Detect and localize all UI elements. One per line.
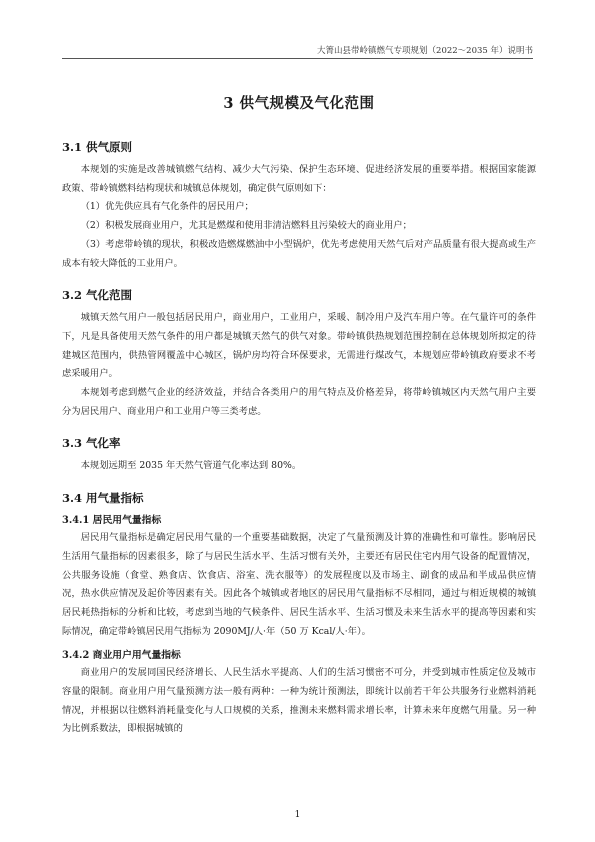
section-title: 3.3 气化率 — [62, 436, 121, 451]
list-item: （3）考虑带岭镇的现状，积极改造燃煤燃油中小型锅炉，优先考虑使用天然气后对产品质量有很大提高或生产成本有较大降低的工业用户。 — [62, 238, 536, 269]
section-title: 3.2 气化范围 — [62, 288, 133, 303]
paragraph: 城镇天然气用户一般包括居民用户，商业用户，工业用户，采暖、制冷用户及汽车用户等。在气量许可的条件下，凡是具备使用天然气条件的用户都是城镇天然气的供气对象。带岭镇供热规划范围控制在总体规划所拟定的待建城区范围内，供热管网覆盖中心城区，锅炉房均符合环保要求，无需进行煤改气，本规划应带岭镇政府要求不考虑采暖用户。 — [62, 312, 536, 380]
running-header: 大箐山县带岭镇燃气专项规划（2022～2035 年）说明书 — [317, 46, 533, 56]
page-number: 1 — [294, 810, 301, 820]
subsection-title: 3.4.1 居民用气量指标 — [62, 515, 162, 527]
list-item: （2）积极发展商业用户，尤其是燃煤和使用非清洁燃料且污染较大的商业用户； — [80, 220, 412, 232]
section-title: 3.4 用气量指标 — [62, 491, 144, 506]
page-content — [62, 92, 536, 741]
section-gasification-scope — [62, 287, 536, 421]
subsection-title: 3.4.2 商业用户用气量指标 — [62, 650, 181, 662]
paragraph: 商业用户的发展同国民经济增长、人民生活水平提高、人们的生活习惯密不可分，并受到城市性质定位及城市容量的限制。商业用户用气量预测方法一般有两种：一种为统计预测法，即统计以前若干年公共服务行业燃料消耗情况，并根据以往燃料消耗量变化与人口规模的关系，推测未来燃料需求增长率，计算未来年度燃气用量。另一种为比例系数法，即根据城镇的 — [62, 667, 536, 735]
paragraph: 居民用气量指标是确定居民用气量的一个重要基础数据，决定了气量预测及计算的准确性和可靠性。影响居民生活用气量指标的因素很多，除了与居民生活水平、生活习惯有关外，主要还有居民住宅内用气设备的配置情况，公共服务设施（食堂、熟食店、饮食店、浴室、洗衣服等）的发展程度以及市场主、副食的成品和半成品供应情况，热水供应情况及起价等因素有关。因此各个城镇或者地区的居民用气量指标不尽相同，通过与相近规模的城镇居民耗热指标的分析和比较，考虑到当地的气候条件、居民生活水平、生活习惯及未来生活水平的提高等因素和实际情况，确定带岭镇居民用气指标为 2090MJ/人·年（50 万 Kcal/人·年）。 — [62, 532, 536, 637]
paragraph: 本规划考虑到燃气企业的经济效益，并结合各类用户的用气特点及价格差异，将带岭镇城区内天然气用户主要分为居民用户、商业用户和工业用户等三类考虑。 — [62, 387, 536, 417]
paragraph: 本规划远期至 2035 年天然气管道气化率达到 80%。 — [80, 460, 302, 472]
section-supply-principles — [62, 139, 536, 273]
list-item: （1）优先供应具有气化条件的居民用户； — [80, 201, 254, 213]
section-title: 3.1 供气原则 — [62, 140, 133, 154]
section-gasification-rate — [62, 435, 536, 476]
section-gas-consumption-index — [62, 490, 536, 739]
chapter-title: 3 供气规模及气化范围 — [223, 95, 375, 112]
header-rule — [62, 58, 533, 59]
paragraph: 本规划的实施是改善城镇燃气结构、减少大气污染、保护生态环境、促进经济发展的重要举措。根据国家能源政策、带岭镇燃料结构现状和城镇总体规划，确定供气原则如下： — [62, 164, 536, 194]
